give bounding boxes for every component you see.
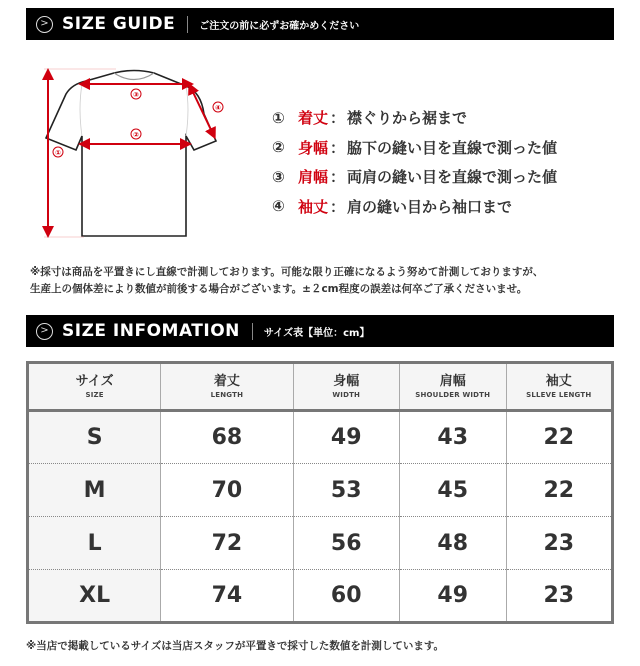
size-info-subtitle: サイズ表【単位：cm】 bbox=[263, 327, 370, 339]
column-header-shoulder-width: 肩幅 SHOULDER WIDTH bbox=[399, 363, 506, 411]
legend-item-width: ② 身幅 ： 脇下の縫い目を直線で測った値 bbox=[272, 138, 558, 157]
tshirt-measurement-diagram bbox=[36, 64, 236, 244]
size-guide-header bbox=[26, 8, 614, 40]
legend-item-sleeve: ④ 袖丈 ： 肩の縫い目から袖口まで bbox=[272, 197, 513, 216]
legend-item-shoulder: ③ 肩幅 ： 両肩の縫い目を直線で測った値 bbox=[272, 167, 558, 187]
header-divider bbox=[187, 16, 188, 33]
column-header-sleeve-length: 袖丈 SLLEVE LENGTH bbox=[506, 363, 613, 411]
svg-text:④: ④ bbox=[215, 104, 221, 112]
chevron-right-circle-icon: > bbox=[36, 323, 53, 340]
size-info-title: SIZE INFOMATION bbox=[62, 321, 240, 341]
footer-note: ※当店で掲載しているサイズは当店スタッフが平置きで採寸した数値を計測しています。 bbox=[26, 640, 445, 652]
svg-text:③: ③ bbox=[133, 91, 139, 99]
size-table bbox=[26, 361, 614, 624]
svg-text:①: ① bbox=[55, 149, 61, 157]
measurement-note: ※採寸は商品を平置きにし直線で計測しております。可能な限り正確になるよう努めて計測しておりますが、 生産上の個体差により数値が前後する場合がございます。±２cm程度の誤差は何卒ご了承くださいませ。 bbox=[30, 266, 544, 295]
size-guide-subtitle: ご注文の前に必ずお確かめください bbox=[199, 20, 360, 32]
table-row: XL 74 60 49 23 bbox=[28, 570, 613, 623]
table-row: M 70 53 45 22 bbox=[28, 464, 613, 517]
legend-item-length: ① 着丈 ： 襟ぐりから裾まで bbox=[272, 108, 468, 128]
column-header-width: 身幅 WIDTH bbox=[293, 363, 399, 411]
size-info-header bbox=[26, 315, 614, 347]
svg-text:②: ② bbox=[133, 131, 139, 139]
header-divider bbox=[252, 323, 253, 340]
column-header-size: サイズ SIZE bbox=[28, 363, 161, 411]
size-guide-title: SIZE GUIDE bbox=[62, 14, 176, 34]
column-header-length: 着丈 LENGTH bbox=[161, 363, 293, 411]
table-row: L 72 56 48 23 bbox=[28, 517, 613, 570]
table-row: S 68 49 43 22 bbox=[28, 411, 613, 464]
table-header-row bbox=[28, 363, 613, 411]
measurement-legend bbox=[272, 103, 557, 221]
chevron-right-circle-icon: > bbox=[36, 16, 53, 33]
